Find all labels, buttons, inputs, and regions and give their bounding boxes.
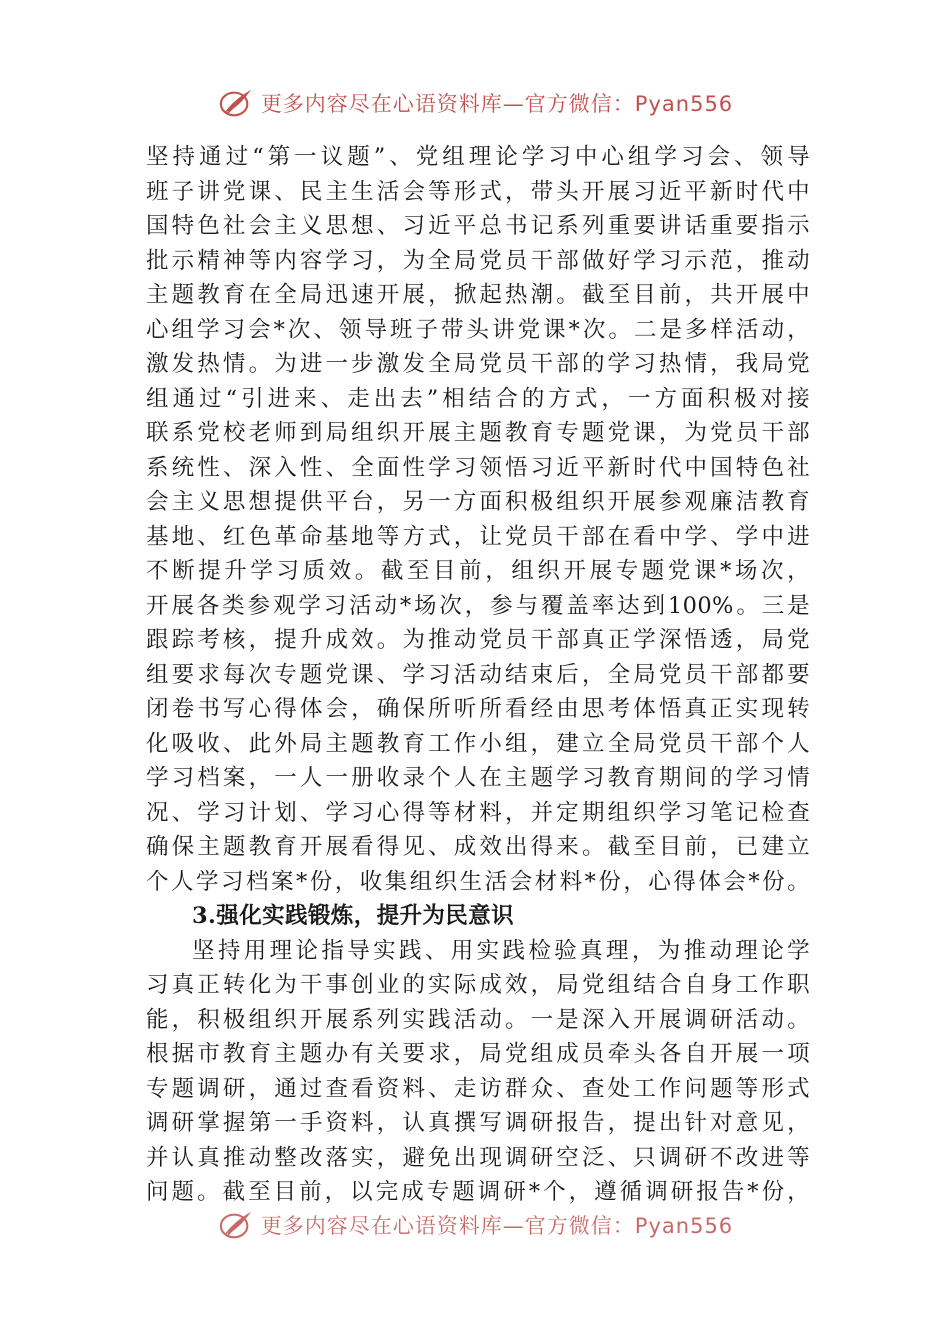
- text-line: 会主义思想提供平台，另一方面积极组织开展参观廉洁教育: [146, 489, 810, 515]
- text-line: 调研掌握第一手资料，认真撰写调研报告，提出针对意见，: [146, 1110, 810, 1136]
- watermark-header: [0, 86, 950, 120]
- paragraph-1: [146, 140, 810, 899]
- watermark-text: 更多内容尽在心语资料库—官方微信：Pyan556: [260, 92, 734, 116]
- text-line: 能，积极组织开展系列实践活动。一是深入开展调研活动。: [146, 1006, 810, 1033]
- text-line: 个人学习档案*份，收集组织生活会材料*份，心得体会*份。: [146, 868, 810, 895]
- watermark-footer: [0, 1208, 950, 1242]
- feather-pen-icon: [217, 86, 255, 120]
- text-line: 习真正转化为干事创业的实际成效，局党组结合自身工作职: [146, 972, 810, 998]
- text-line: 坚持通过“第一议题”、党组理论学习中心组学习会、领导: [146, 144, 810, 170]
- text-line: 组要求每次专题党课、学习活动结束后，全局党员干部都要: [146, 661, 810, 688]
- paragraph-2: [146, 934, 810, 1210]
- text-line: 确保主题教育开展看得见、成效出得来。截至目前，已建立: [146, 834, 810, 860]
- text-line: 批示精神等内容学习，为全局党员干部做好学习示范，推动: [146, 247, 810, 274]
- text-line: 基地、红色革命基地等方式，让党员干部在看中学、学中进: [146, 523, 810, 550]
- text-line: 问题。截至目前，以完成专题调研*个，遵循调研报告*份，: [146, 1179, 810, 1205]
- text-line: 主题教育在全局迅速开展，掀起热潮。截至目前，共开展中: [146, 282, 810, 308]
- text-line: 联系党校老师到局组织开展主题教育专题党课，为党员干部: [146, 420, 810, 446]
- text-line: 激发热情。为进一步激发全局党员干部的学习热情，我局党: [146, 351, 810, 377]
- text-line: 闭卷书写心得体会，确保所听所看经由思考体悟真正实现转: [146, 696, 810, 722]
- text-line: 班子讲党课、民主生活会等形式，带头开展习近平新时代中: [146, 178, 810, 205]
- text-line: 不断提升学习质效。截至目前，组织开展专题党课*场次，: [146, 558, 810, 584]
- watermark-text: 更多内容尽在心语资料库—官方微信：Pyan556: [260, 1214, 734, 1238]
- section-heading: 3.强化实践锻炼，提升为民意识: [192, 903, 514, 929]
- text-line: 心组学习会*次、领导班子带头讲党课*次。二是多样活动，: [146, 316, 810, 343]
- text-line: 开展各类参观学习活动*场次，参与覆盖率达到100%。三是: [146, 592, 810, 619]
- text-line: 坚持用理论指导实践、用实践检验真理，为推动理论学: [192, 937, 810, 964]
- text-line: 化吸收、此外局主题教育工作小组，建立全局党员干部个人: [146, 730, 810, 757]
- text-line: 组通过“引进来、走出去”相结合的方式，一方面积极对接: [146, 385, 810, 412]
- text-line: 国特色社会主义思想、习近平总书记系列重要讲话重要指示: [146, 213, 810, 239]
- text-line: 学习档案，一人一册收录个人在主题学习教育期间的学习情: [146, 765, 810, 791]
- text-line: 专题调研，通过查看资料、走访群众、查处工作问题等形式: [146, 1075, 810, 1102]
- text-line: 并认真推动整改落实，避免出现调研空泛、只调研不改进等: [146, 1144, 810, 1171]
- text-line: 况、学习计划、学习心得等材料，并定期组织学习笔记检查: [146, 799, 810, 826]
- text-line: 跟踪考核，提升成效。为推动党员干部真正学深悟透，局党: [146, 627, 810, 653]
- text-line: 根据市教育主题办有关要求，局党组成员牵头各自开展一项: [146, 1041, 810, 1067]
- feather-pen-icon: [217, 1208, 255, 1242]
- text-line: 系统性、深入性、全面性学习领悟习近平新时代中国特色社: [146, 454, 810, 481]
- document-body: [146, 140, 810, 1210]
